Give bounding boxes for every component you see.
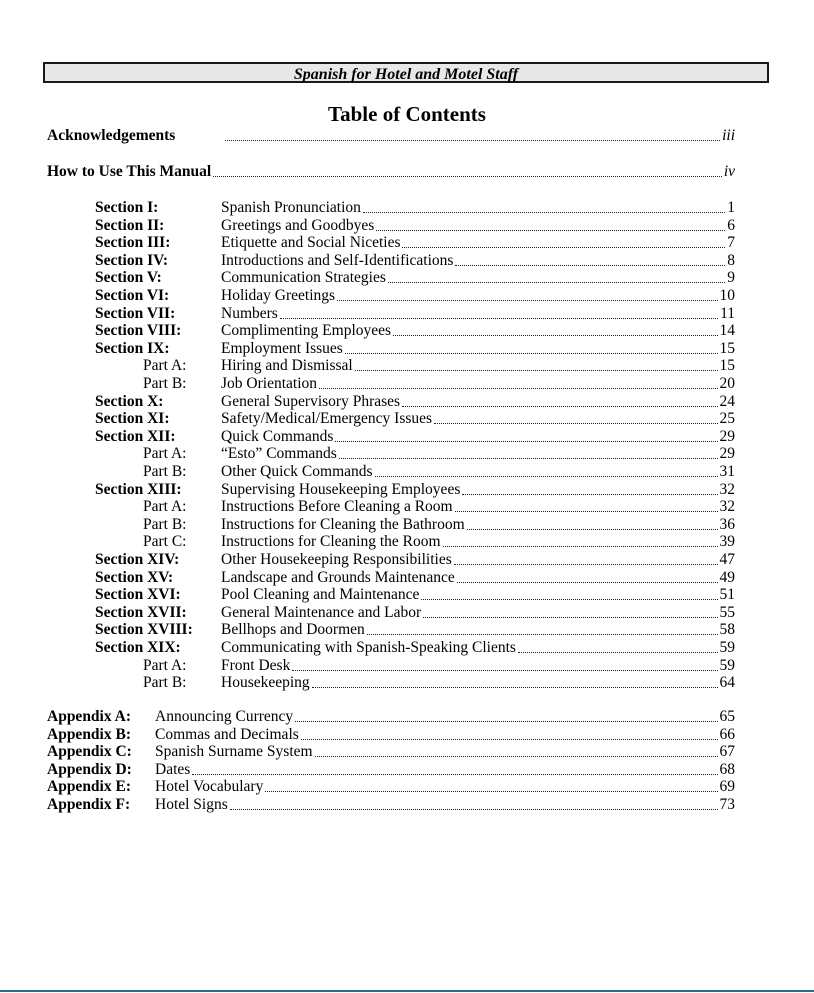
dot-leader	[213, 166, 722, 180]
toc-section-row	[95, 357, 735, 374]
dot-leader	[363, 202, 725, 216]
toc-section-label: Section IX:	[95, 339, 170, 357]
toc-section-label: Section VI:	[95, 287, 170, 304]
toc-page-number: 32	[719, 480, 735, 498]
toc-front-how-to-use	[47, 163, 735, 180]
toc-entry-title: Housekeeping	[221, 674, 310, 692]
dot-leader	[292, 660, 717, 674]
toc-section-row	[95, 481, 735, 498]
toc-section-row	[95, 445, 735, 462]
toc-entry-title: Landscape and Grounds Maintenance	[221, 568, 455, 586]
toc-part-label: Part A:	[143, 445, 187, 463]
toc-section-label: Section IV:	[95, 251, 169, 269]
toc-page-number: 59	[719, 639, 735, 656]
toc-entry-title: Communicating with Spanish-Speaking Clients	[221, 639, 516, 656]
toc-section-row	[95, 410, 735, 427]
toc-part-label: Part B:	[143, 375, 187, 392]
toc-page-number: 24	[719, 392, 735, 410]
toc-page-number: 25	[719, 410, 735, 428]
toc-part-label: Part C:	[143, 533, 187, 551]
toc-section-row	[95, 393, 735, 410]
dot-leader	[312, 677, 718, 691]
toc-section-label: Section III:	[95, 234, 171, 252]
toc-section-row	[95, 234, 735, 251]
dot-leader	[192, 764, 717, 778]
toc-entry-title: Dates	[155, 760, 191, 778]
toc-section-row	[95, 569, 735, 586]
dot-leader	[376, 220, 725, 234]
toc-page-number: 31	[719, 463, 735, 480]
dot-leader	[315, 746, 718, 760]
toc-section-row	[95, 621, 735, 638]
toc-entry-title: Etiquette and Social Niceties	[221, 234, 401, 252]
toc-entry-title: Spanish Surname System	[155, 743, 313, 761]
toc-entry-title: Hotel Vocabulary	[155, 778, 264, 796]
toc-page-number: 64	[719, 674, 735, 692]
toc-section-label: Section I:	[95, 199, 159, 216]
toc-section-label: Section XII:	[95, 427, 176, 445]
toc-entry-title: Complimenting Employees	[221, 322, 392, 340]
toc-section-row	[95, 305, 735, 322]
toc-page-number: 11	[720, 304, 735, 322]
toc-section-label: Section V:	[95, 269, 162, 287]
toc-entry-title: Commas and Decimals	[155, 725, 299, 743]
toc-entry-label: How to Use This Manual	[47, 163, 212, 180]
toc-appendix-row	[47, 778, 735, 795]
toc-entry-title: Hotel Signs	[155, 796, 228, 813]
toc-front-acknowledgements	[47, 127, 735, 144]
toc-section-row	[95, 533, 735, 550]
dot-leader	[339, 448, 718, 462]
dot-leader	[225, 130, 720, 144]
toc-entry-title: Hiring and Dismissal	[221, 357, 353, 375]
toc-appendix-row	[47, 761, 735, 778]
toc-entry-title: Employment Issues	[221, 339, 343, 357]
toc-section-row	[95, 217, 735, 234]
toc-section-row	[95, 604, 735, 621]
toc-entry-title: Supervising Housekeeping Employees	[221, 480, 461, 498]
toc-section-label: Section II:	[95, 216, 165, 234]
toc-section-row	[95, 322, 735, 339]
toc-entry-title: Safety/Medical/Emergency Issues	[221, 410, 433, 428]
toc-page-number: 51	[719, 586, 735, 604]
toc-page-number: 15	[719, 357, 735, 375]
toc-page-number: 10	[719, 287, 735, 304]
toc-section-row	[95, 551, 735, 568]
toc-appendix-row	[47, 743, 735, 760]
dot-leader	[335, 431, 717, 445]
toc-page-number: 7	[727, 234, 735, 252]
toc-appendix-label: Appendix E:	[47, 778, 131, 796]
dot-leader	[455, 501, 718, 515]
toc-section-row	[95, 498, 735, 515]
toc-appendix-label: Appendix D:	[47, 760, 132, 778]
toc-page-number: 29	[719, 445, 735, 463]
toc-entry-label: Acknowledgements	[47, 127, 176, 144]
toc-page-number: 58	[719, 621, 735, 639]
dot-leader	[280, 308, 718, 322]
toc-page-number: 47	[719, 551, 735, 568]
toc-entry-title: Numbers	[221, 304, 278, 322]
dot-leader	[337, 290, 717, 304]
toc-entry-title: Spanish Pronunciation	[221, 199, 361, 216]
toc-page-number: 55	[719, 603, 735, 621]
toc-entry-title: Communication Strategies	[221, 269, 386, 287]
toc-section-row	[95, 657, 735, 674]
page-bottom-border	[0, 990, 814, 992]
dot-leader	[295, 711, 717, 725]
toc-entry-title: Instructions Before Cleaning a Room	[221, 498, 453, 516]
toc-appendix-row	[47, 708, 735, 725]
dot-leader	[518, 642, 718, 656]
toc-entry-title: Introductions and Self-Identifications	[221, 251, 454, 269]
toc-section-row	[95, 586, 735, 603]
dot-leader	[375, 466, 718, 480]
dot-leader	[367, 624, 718, 638]
toc-part-label: Part B:	[143, 463, 187, 480]
toc-appendix-label: Appendix C:	[47, 743, 132, 761]
toc-page-number: 32	[719, 498, 735, 516]
toc-appendix-row	[47, 726, 735, 743]
dot-leader	[301, 729, 718, 743]
toc-section-row	[95, 252, 735, 269]
toc-page-number: 39	[719, 533, 735, 551]
toc-part-label: Part A:	[143, 656, 187, 674]
dot-leader	[455, 255, 725, 269]
toc-part-label: Part A:	[143, 357, 187, 375]
toc-entry-title: Bellhops and Doormen	[221, 621, 365, 639]
toc-page-number: 68	[719, 760, 735, 778]
toc-section-row	[95, 287, 735, 304]
dot-leader	[457, 572, 718, 586]
dot-leader	[388, 272, 725, 286]
toc-part-label: Part B:	[143, 515, 187, 533]
toc-entry-title: Holiday Greetings	[221, 287, 336, 304]
toc-entry-title: Announcing Currency	[155, 708, 294, 725]
dot-leader	[467, 519, 718, 533]
toc-section-row	[95, 340, 735, 357]
dot-leader	[345, 343, 718, 357]
document-header	[43, 62, 769, 83]
dot-leader	[319, 378, 718, 392]
dot-leader	[393, 325, 717, 339]
toc-page-number: 20	[719, 375, 735, 392]
toc-section-label: Section XVIII:	[95, 621, 193, 639]
toc-section-label: Section X:	[95, 392, 164, 410]
dot-leader	[402, 237, 725, 251]
toc-entry-title: Job Orientation	[221, 375, 317, 392]
dot-leader	[423, 607, 717, 621]
toc-page-number: iii	[722, 127, 735, 144]
toc-section-row	[95, 516, 735, 533]
toc-page-number: 14	[719, 322, 735, 340]
toc-section-row	[95, 375, 735, 392]
dot-leader	[230, 799, 718, 813]
toc-page-number: iv	[723, 163, 735, 180]
toc-page-number: 15	[719, 339, 735, 357]
toc-entry-title: Front Desk	[221, 656, 291, 674]
toc-entry-title: Other Housekeeping Responsibilities	[221, 551, 452, 568]
toc-section-row	[95, 463, 735, 480]
toc-section-label: Section XIX:	[95, 639, 181, 656]
dot-leader	[454, 554, 718, 568]
toc-entry-title: General Maintenance and Labor	[221, 603, 422, 621]
toc-entry-title: Instructions for Cleaning the Room	[221, 533, 441, 551]
toc-section-label: Section XIII:	[95, 480, 182, 498]
toc-entry-title: General Supervisory Phrases	[221, 392, 401, 410]
toc-section-label: Section XVII:	[95, 603, 187, 621]
toc-page-number: 1	[727, 199, 735, 216]
dot-leader	[355, 360, 718, 374]
toc-part-label: Part B:	[143, 674, 187, 692]
toc-entry-title: Greetings and Goodbyes	[221, 216, 375, 234]
toc-appendix-label: Appendix A:	[47, 708, 131, 725]
toc-section-row	[95, 269, 735, 286]
toc-section-row	[95, 639, 735, 656]
toc-section-label: Section VIII:	[95, 322, 182, 340]
toc-page-number: 67	[719, 743, 735, 761]
dot-leader	[402, 396, 717, 410]
toc-page-number: 6	[727, 216, 735, 234]
toc-section-label: Section VII:	[95, 304, 176, 322]
dot-leader	[443, 536, 718, 550]
dot-leader	[434, 413, 717, 427]
toc-page-number: 65	[719, 708, 735, 725]
toc-section-label: Section XV:	[95, 568, 174, 586]
toc-page-number: 49	[719, 568, 735, 586]
toc-section-row	[95, 674, 735, 691]
toc-section-label: Section XVI:	[95, 586, 181, 604]
toc-appendix-row	[47, 796, 735, 813]
toc-page-number: 59	[719, 656, 735, 674]
toc-section-row	[95, 199, 735, 216]
toc-page-number: 29	[719, 427, 735, 445]
toc-entry-title: Quick Commands	[221, 427, 334, 445]
toc-page-number: 8	[727, 251, 735, 269]
toc-section-row	[95, 428, 735, 445]
toc-entry-title: Pool Cleaning and Maintenance	[221, 586, 420, 604]
document-header-title: Spanish for Hotel and Motel Staff	[293, 66, 519, 83]
toc-part-label: Part A:	[143, 498, 187, 516]
toc-entry-title: Other Quick Commands	[221, 463, 373, 480]
toc-page-number: 66	[719, 725, 735, 743]
dot-leader	[462, 484, 717, 498]
dot-leader	[421, 589, 717, 603]
page-title: Table of Contents	[328, 102, 486, 126]
toc-entry-title: Instructions for Cleaning the Bathroom	[221, 515, 465, 533]
toc-section-label: Section XI:	[95, 410, 170, 428]
toc-appendix-label: Appendix B:	[47, 725, 131, 743]
toc-page-number: 36	[719, 515, 735, 533]
toc-page-number: 9	[727, 269, 735, 287]
toc-entry-title: “Esto” Commands	[221, 445, 337, 463]
dot-leader	[265, 781, 717, 795]
toc-section-label: Section XIV:	[95, 551, 180, 568]
toc-page-number: 73	[719, 796, 735, 813]
toc-appendix-label: Appendix F:	[47, 796, 131, 813]
toc-page-number: 69	[719, 778, 735, 796]
